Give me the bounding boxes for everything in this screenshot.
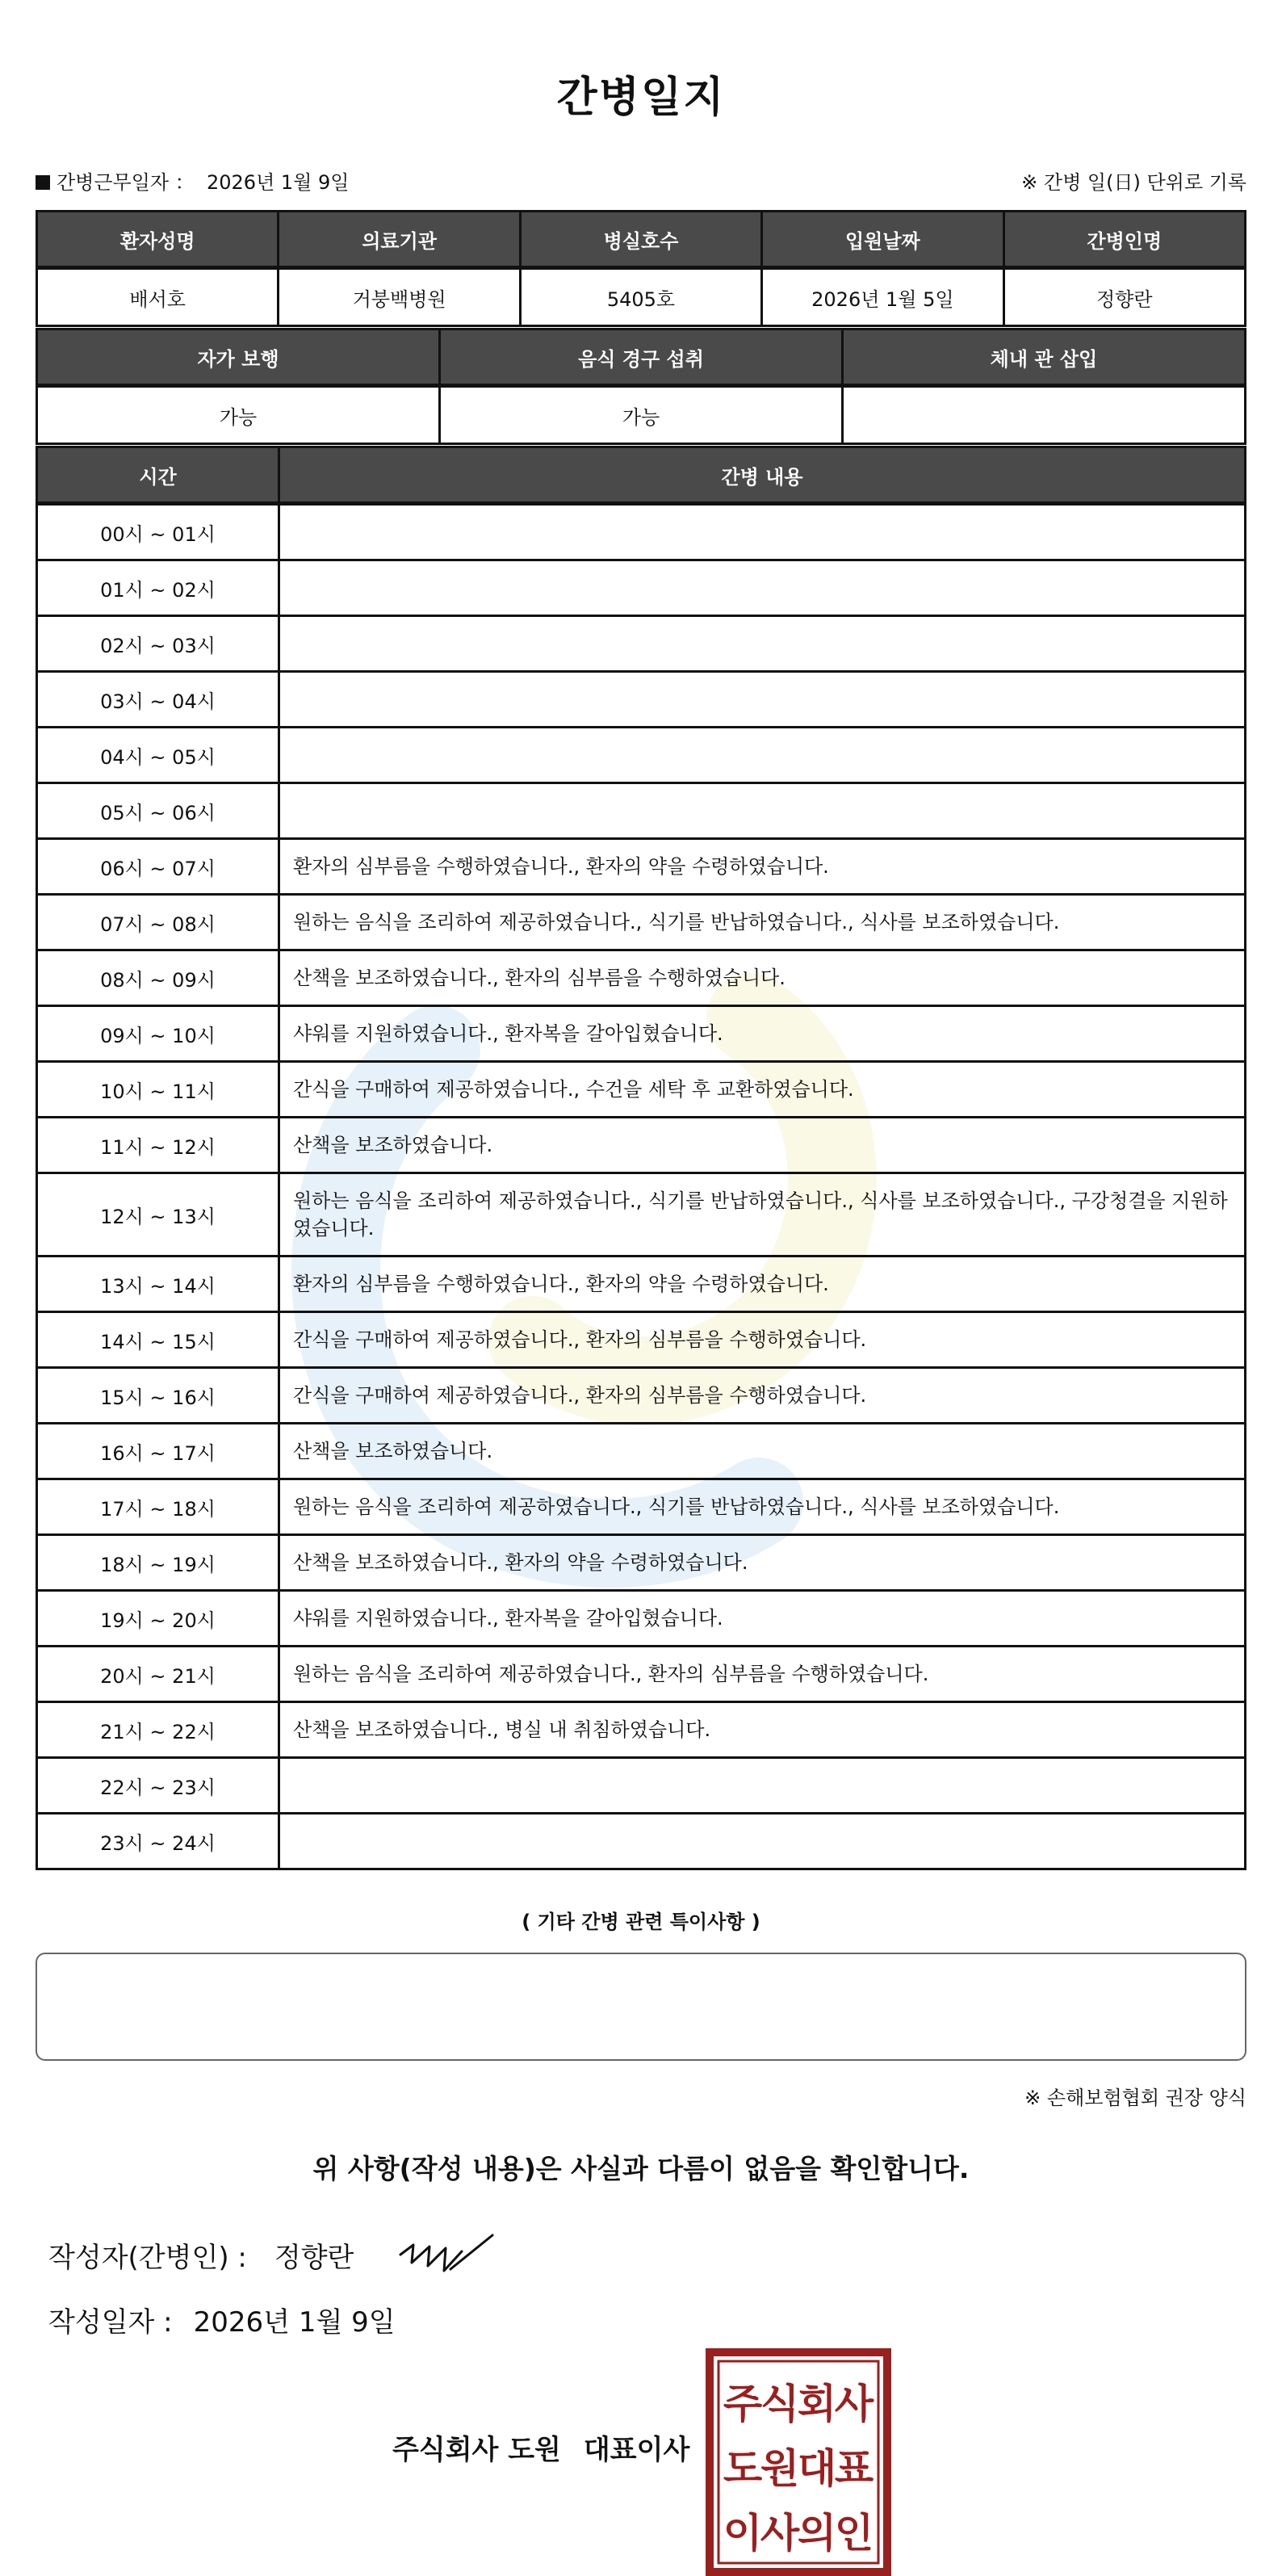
log-time: 21시 ~ 22시 (37, 1702, 279, 1758)
tube-insertion-value (843, 386, 1246, 444)
log-content (279, 1814, 1246, 1869)
log-content (279, 672, 1246, 728)
table-row (37, 504, 1246, 560)
log-time: 10시 ~ 11시 (37, 1062, 279, 1118)
log-content (279, 560, 1246, 616)
table-row (37, 1702, 1246, 1758)
table-row (37, 1591, 1246, 1647)
self-walking-value: 가능 (37, 386, 440, 444)
table-row (37, 1173, 1246, 1257)
table-row (37, 1368, 1246, 1424)
log-time: 22시 ~ 23시 (37, 1758, 279, 1814)
caregiver-name: 정향란 (1003, 268, 1245, 326)
header-tube-insertion: 체내 관 삽입 (843, 329, 1246, 386)
special-notes-box (36, 1953, 1246, 2061)
log-content (279, 783, 1246, 839)
table-row (37, 1312, 1246, 1368)
confirmation-statement: 위 사항(작성 내용)은 사실과 다름이 없음을 확인합니다. (312, 2153, 970, 2184)
log-content: 샤워를 지원하였습니다., 환자복을 갈아입혔습니다. (279, 1006, 1246, 1062)
log-content: 간식을 구매하여 제공하였습니다., 수건을 세탁 후 교환하였습니다. (279, 1062, 1246, 1118)
log-time: 09시 ~ 10시 (37, 1006, 279, 1062)
write-date-label: 작성일자 : (48, 2306, 173, 2339)
header-room: 병실호수 (520, 212, 761, 268)
patient-name: 배서호 (37, 268, 279, 326)
log-content (279, 728, 1246, 783)
table-row (37, 1118, 1246, 1173)
log-time: 03시 ~ 04시 (37, 672, 279, 728)
header-time: 시간 (37, 447, 279, 504)
svg-text:표: 표 (834, 2445, 874, 2492)
table-row (37, 1257, 1246, 1312)
table-row (37, 839, 1246, 895)
table-row (37, 1424, 1246, 1479)
svg-text:인: 인 (834, 2510, 874, 2557)
log-time: 18시 ~ 19시 (37, 1535, 279, 1591)
log-time: 16시 ~ 17시 (37, 1424, 279, 1479)
table-row (37, 728, 1246, 783)
log-content: 원하는 음식을 조리하여 제공하였습니다., 환자의 심부름을 수행하였습니다. (279, 1647, 1246, 1702)
care-log-table (36, 446, 1246, 1870)
table-row (37, 950, 1246, 1006)
table-row (37, 1758, 1246, 1814)
svg-text:주: 주 (723, 2381, 763, 2427)
work-date-value: 2026년 1월 9일 (207, 171, 350, 194)
write-date-line (48, 2300, 396, 2339)
log-content: 간식을 구매하여 제공하였습니다., 환자의 심부름을 수행하였습니다. (279, 1312, 1246, 1368)
hospital-name: 거붕백병원 (279, 268, 520, 326)
log-content (279, 616, 1246, 672)
patient-status-table (36, 328, 1246, 445)
table-row (37, 672, 1246, 728)
writer-name: 정향란 (274, 2242, 354, 2274)
log-content: 샤워를 지원하였습니다., 환자복을 갈아입혔습니다. (279, 1591, 1246, 1647)
log-time: 19시 ~ 20시 (37, 1591, 279, 1647)
header-hospital: 의료기관 (279, 212, 520, 268)
table-row (37, 616, 1246, 672)
log-content (279, 1758, 1246, 1814)
log-time: 04시 ~ 05시 (37, 728, 279, 783)
table-row (37, 783, 1246, 839)
table-row (37, 560, 1246, 616)
log-time: 23시 ~ 24시 (37, 1814, 279, 1869)
log-time: 08시 ~ 09시 (37, 950, 279, 1006)
writer-line (48, 2235, 354, 2275)
header-care-content: 간병 내용 (279, 447, 1246, 504)
log-time: 05시 ~ 06시 (37, 783, 279, 839)
log-content: 산책을 보조하였습니다. (279, 1118, 1246, 1173)
company-name: 주식회사 도원 (392, 2434, 561, 2466)
log-content: 원하는 음식을 조리하여 제공하였습니다., 식기를 반납하였습니다., 식사를 보조하였습니다. (279, 895, 1246, 950)
header-admission-date: 입원날짜 (762, 212, 1003, 268)
header-oral-intake: 음식 경구 섭취 (440, 329, 843, 386)
log-time: 20시 ~ 21시 (37, 1647, 279, 1702)
table-row (37, 1479, 1246, 1535)
log-content: 산책을 보조하였습니다. (279, 1424, 1246, 1479)
admission-date: 2026년 1월 5일 (762, 268, 1003, 326)
log-time: 00시 ~ 01시 (37, 504, 279, 560)
svg-text:회: 회 (797, 2381, 837, 2427)
table-row (37, 1006, 1246, 1062)
log-time: 02시 ~ 03시 (37, 616, 279, 672)
log-time: 14시 ~ 15시 (37, 1312, 279, 1368)
svg-text:대: 대 (797, 2445, 837, 2492)
log-content: 산책을 보조하였습니다., 병실 내 취침하였습니다. (279, 1702, 1246, 1758)
patient-info-table (36, 210, 1246, 327)
document-title: 간병일지 (556, 73, 726, 122)
log-time: 07시 ~ 08시 (37, 895, 279, 950)
square-bullet-icon (36, 175, 50, 190)
log-time: 12시 ~ 13시 (37, 1173, 279, 1257)
company-seal-stamp (706, 2348, 891, 2576)
table-row (37, 1647, 1246, 1702)
log-time: 06시 ~ 07시 (37, 839, 279, 895)
writer-label: 작성자(간병인) : (48, 2242, 247, 2274)
table-row (37, 1535, 1246, 1591)
company-line (392, 2427, 689, 2467)
log-time: 15시 ~ 16시 (37, 1368, 279, 1424)
log-content: 환자의 심부름을 수행하였습니다., 환자의 약을 수령하였습니다. (279, 839, 1246, 895)
unit-note: ※ 간병 일(日) 단위로 기록 (1021, 171, 1246, 194)
recommend-note: ※ 손해보험협회 권장 양식 (1024, 2087, 1246, 2109)
header-caregiver-name: 간병인명 (1003, 212, 1245, 268)
table-row (37, 1814, 1246, 1869)
log-content: 간식을 구매하여 제공하였습니다., 환자의 심부름을 수행하였습니다. (279, 1368, 1246, 1424)
log-time: 13시 ~ 14시 (37, 1257, 279, 1312)
svg-text:사: 사 (760, 2510, 800, 2557)
svg-text:도: 도 (723, 2445, 763, 2492)
log-time: 17시 ~ 18시 (37, 1479, 279, 1535)
handwritten-signature (396, 2230, 501, 2284)
work-date (36, 166, 349, 195)
room-number: 5405호 (520, 268, 761, 326)
svg-text:의: 의 (797, 2510, 837, 2557)
svg-text:원: 원 (760, 2445, 800, 2492)
log-content: 산책을 보조하였습니다., 환자의 심부름을 수행하였습니다. (279, 950, 1246, 1006)
header-self-walking: 자가 보행 (37, 329, 440, 386)
svg-text:이: 이 (723, 2510, 763, 2557)
special-notes-title: ( 기타 간병 관련 특이사항 ) (522, 1911, 760, 1933)
write-date-value: 2026년 1월 9일 (193, 2306, 396, 2339)
svg-text:식: 식 (760, 2381, 800, 2427)
log-content: 원하는 음식을 조리하여 제공하였습니다., 식기를 반납하였습니다., 식사를 보조하였습니다. (279, 1479, 1246, 1535)
table-row (37, 895, 1246, 950)
svg-text:사: 사 (834, 2381, 874, 2427)
log-content: 원하는 음식을 조리하여 제공하였습니다., 식기를 반납하였습니다., 식사를 보조하였습니다., 구강청결을 지원하였습니다. (279, 1173, 1246, 1257)
work-date-label: 간병근무일자 ： (57, 171, 195, 194)
log-time: 01시 ~ 02시 (37, 560, 279, 616)
log-content: 산책을 보조하였습니다., 환자의 약을 수령하였습니다. (279, 1535, 1246, 1591)
header-patient-name: 환자성명 (37, 212, 279, 268)
table-row (37, 1062, 1246, 1118)
company-title: 대표이사 (583, 2434, 690, 2466)
log-content: 환자의 심부름을 수행하였습니다., 환자의 약을 수령하였습니다. (279, 1257, 1246, 1312)
log-time: 11시 ~ 12시 (37, 1118, 279, 1173)
log-content (279, 504, 1246, 560)
oral-intake-value: 가능 (440, 386, 843, 444)
